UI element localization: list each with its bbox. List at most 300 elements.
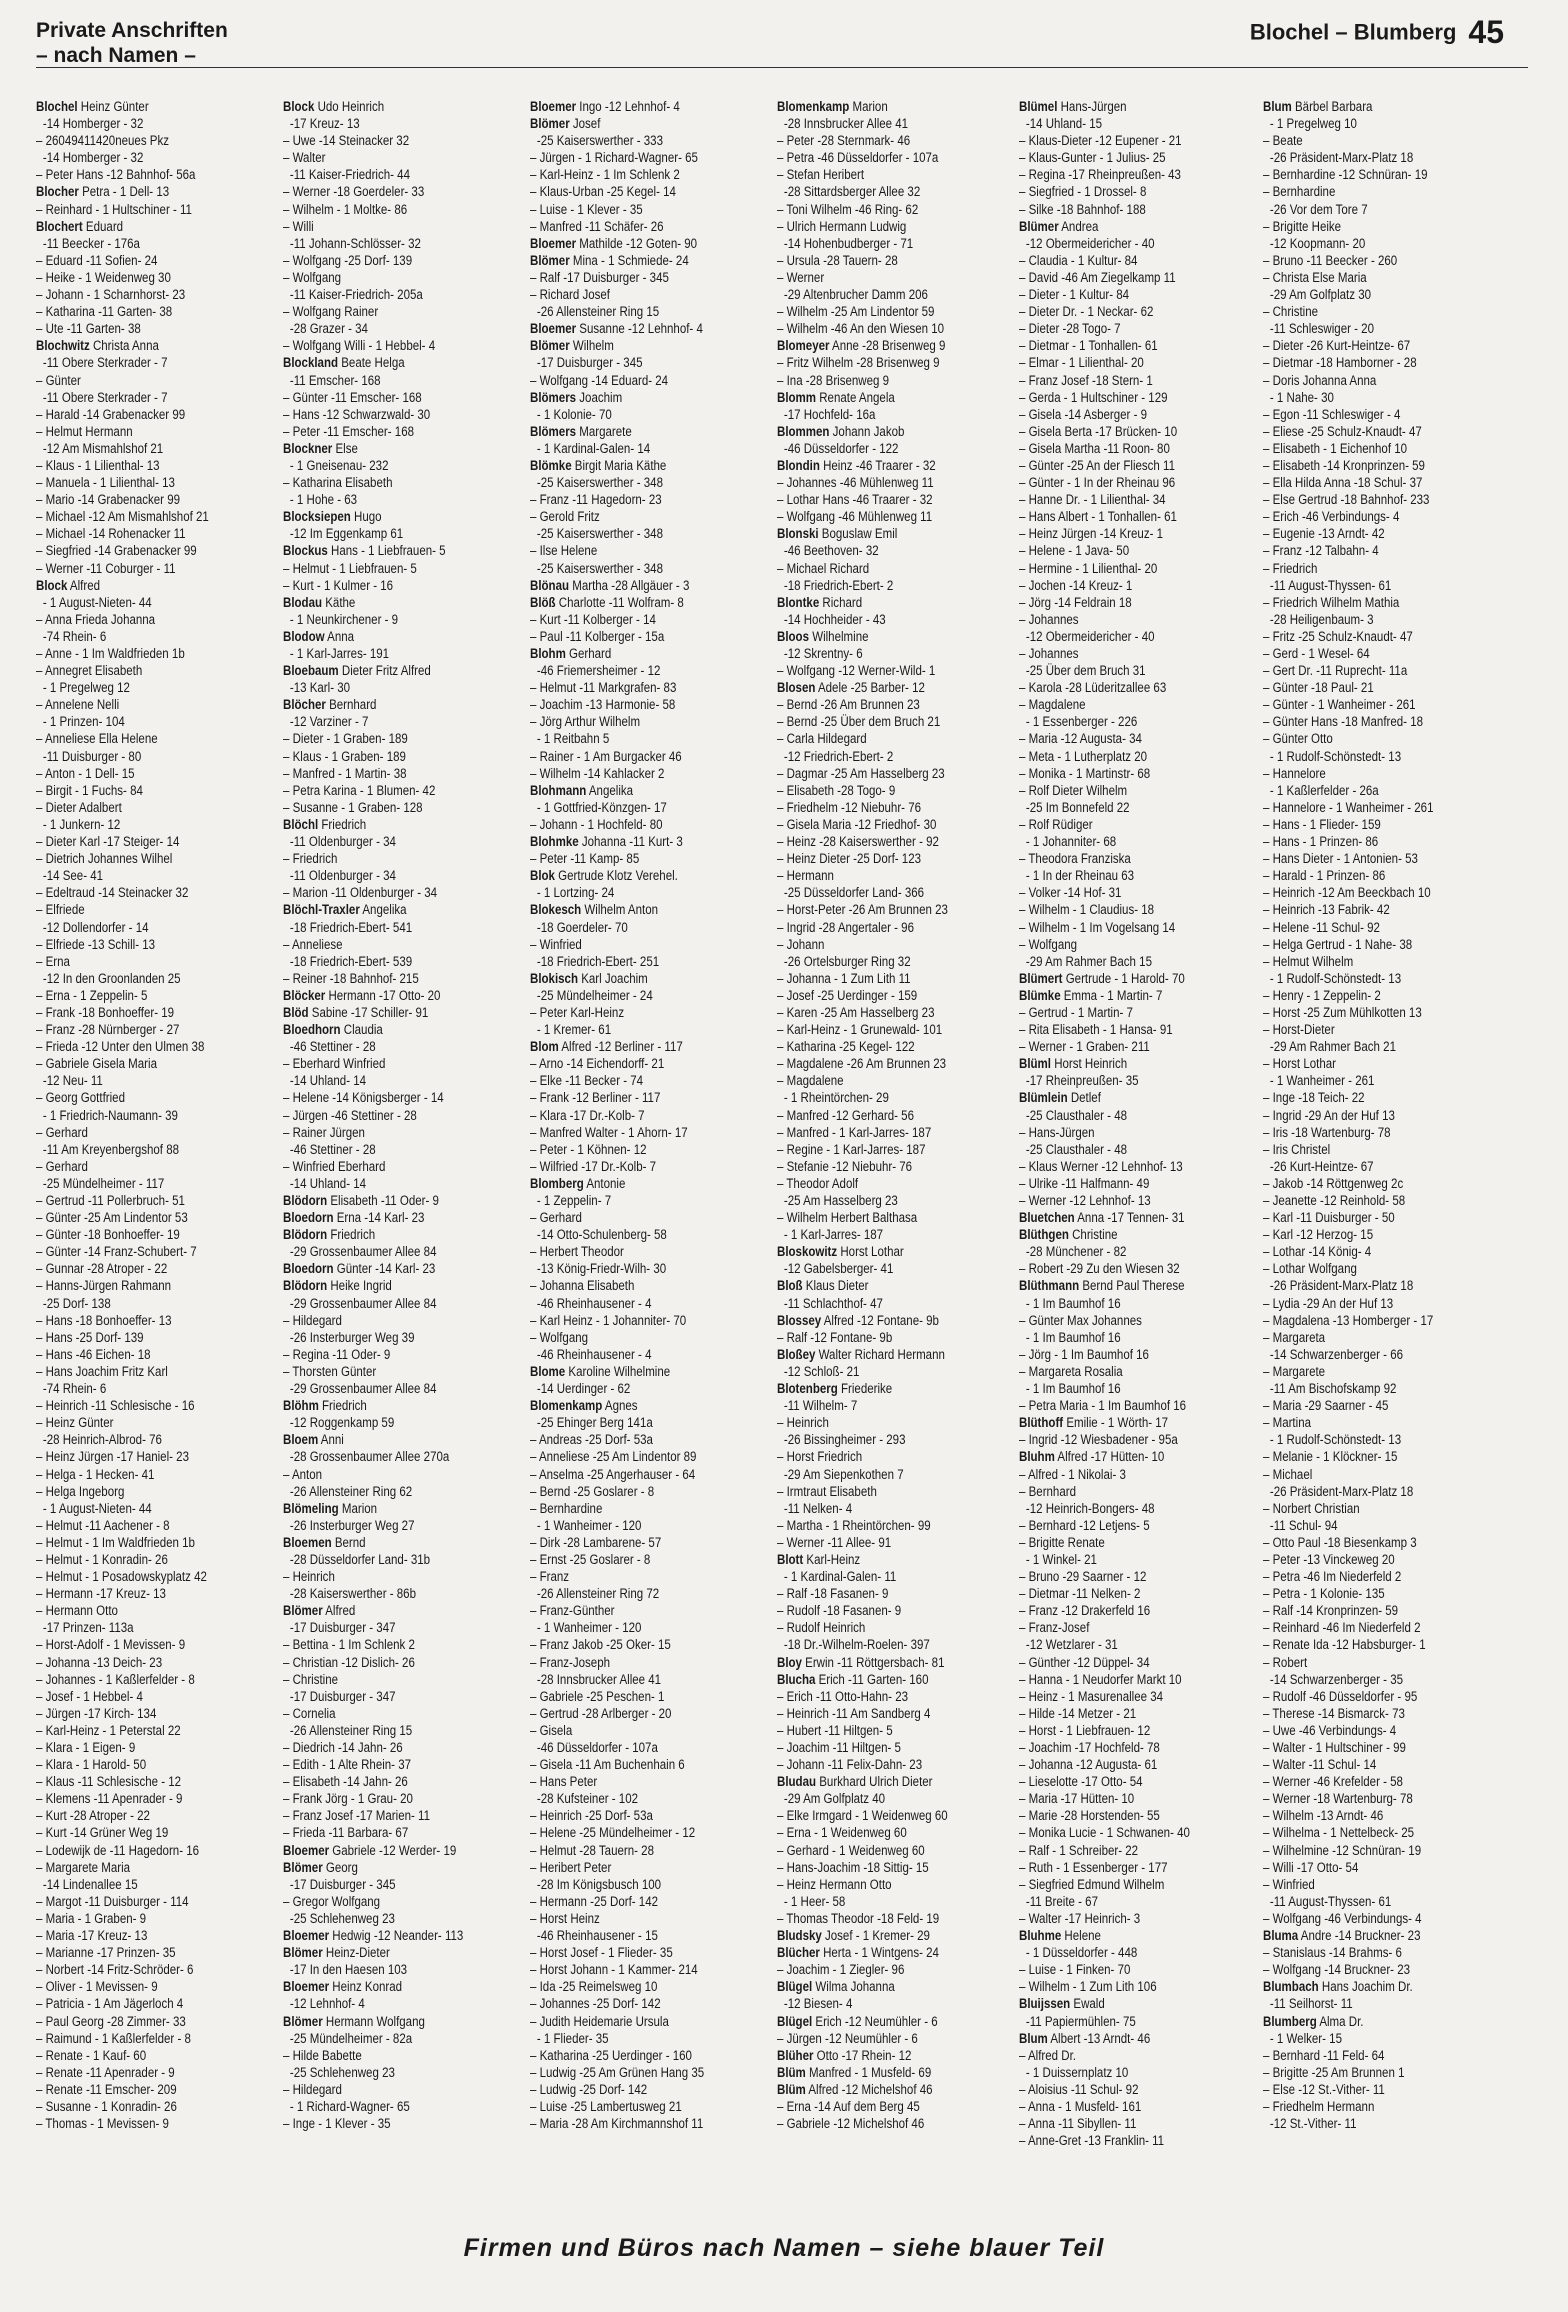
surname: Blommen xyxy=(777,423,830,439)
entry-surname-line: Blomberg Antonie xyxy=(530,1175,626,1191)
entry-line: – Gregor Wolfgang xyxy=(283,1893,381,1909)
entry-line: – Margarete xyxy=(1263,1363,1326,1379)
entry-line: – Bernhard -12 Letjens- 5 xyxy=(1019,1517,1150,1533)
entry-line: – Ingrid -28 Angertaler - 96 xyxy=(777,919,914,935)
entry-line: – Manuela - 1 Lilienthal- 13 xyxy=(36,475,175,491)
entry-line: – Irmtraut Elisabeth xyxy=(777,1483,877,1499)
surname: Blomm xyxy=(777,389,817,405)
entry-surname-line: Blömer Mina - 1 Schmiede- 24 xyxy=(530,252,689,268)
entry-line: – Oliver - 1 Mevissen- 9 xyxy=(36,1979,158,1995)
entry-surname-line: Blöß Charlotte -11 Wolfram- 8 xyxy=(530,594,684,610)
entry-line: – Anna -11 Sibyllen- 11 xyxy=(1019,2116,1137,2132)
entry-surname-line: Blömeling Marion xyxy=(283,1500,378,1516)
entry-line: – Anne - 1 Im Waldfrieden 1b xyxy=(36,646,185,661)
entry-address-line: -46 Düsseldorfer - 107a xyxy=(536,1740,658,1755)
entry-address-line: -29 Altenbrucher Damm 206 xyxy=(783,287,928,303)
entry-address-line: -26 Präsident-Marx-Platz 18 xyxy=(1269,150,1414,166)
entry-line: – Friedhelm -12 Niebuhr- 76 xyxy=(777,799,922,815)
entry-line: – Therese -14 Bismarck- 73 xyxy=(1263,1705,1405,1721)
entry-line: – Hans Joachim Fritz Karl xyxy=(36,1363,168,1379)
entry-line: – Josef - 1 Hebbel- 4 xyxy=(36,1688,143,1704)
entry-address-line: -25 Mündelheimer - 117 xyxy=(42,1175,165,1191)
entry-surname-line: Blochert Eduard xyxy=(36,218,124,234)
entry-address-line: -46 Rheinhausener - 4 xyxy=(536,1346,652,1362)
entry-surname-line: Blockner Else xyxy=(283,440,358,456)
surname: Bluma xyxy=(1263,1928,1299,1944)
entry-address-line: - 1 Wanheimer - 120 xyxy=(536,1517,642,1533)
surname: Blönau xyxy=(530,577,570,593)
entry-surname-line: Blöhm Friedrich xyxy=(283,1398,367,1414)
entry-line: – Arno -14 Eichendorff- 21 xyxy=(530,1056,665,1072)
entry-line: – Martha - 1 Rheintörchen- 99 xyxy=(777,1517,931,1533)
entry-line: – Anna - 1 Musfeld- 161 xyxy=(1019,2098,1142,2114)
entry-address-line: - 1 Johanniter- 68 xyxy=(1025,834,1117,850)
entry-address-line: -18 Friedrich-Ebert- 2 xyxy=(783,577,894,593)
entry-line: – Erich -11 Otto-Hahn- 23 xyxy=(777,1688,909,1704)
entry-address-line: -14 Schwarzenberger - 66 xyxy=(1269,1346,1404,1362)
surname: Blüml xyxy=(1019,1056,1051,1072)
entry-line: – Norbert Christian xyxy=(1263,1500,1360,1516)
entry-address-line: -25 Dorf- 138 xyxy=(42,1295,111,1311)
entry-surname-line: Blömer Georg xyxy=(283,1859,358,1875)
entry-line: – Gisela -11 Am Buchenhain 6 xyxy=(530,1757,685,1773)
entry-address-line: -25 Kaiserswerther - 348 xyxy=(536,475,663,491)
entry-line: – Ute -11 Garten- 38 xyxy=(36,321,141,337)
entry-line: – Bernd -26 Am Brunnen 23 xyxy=(777,697,920,713)
entry-line: – Franz Jakob -25 Oker- 15 xyxy=(530,1637,671,1653)
entry-line: – Elke -11 Becker - 74 xyxy=(530,1073,644,1089)
surname: Blondin xyxy=(777,457,820,473)
entry-line: – Margarete Maria xyxy=(36,1859,131,1875)
entry-line: – Wolfgang -46 Mühlenweg 11 xyxy=(777,509,933,525)
entry-surname-line: Blom Alfred -12 Berliner - 117 xyxy=(530,1039,683,1055)
entry-line: – Uwe -46 Verbindungs- 4 xyxy=(1263,1722,1397,1738)
entry-address-line: -46 Rheinhausener - 4 xyxy=(536,1295,652,1311)
surname: Blüm xyxy=(777,2064,806,2080)
entry-address-line: - 1 Kremer- 61 xyxy=(536,1022,612,1038)
entry-surname-line: Blontke Richard xyxy=(777,594,863,610)
entry-line: – Wilhelm -46 An den Wiesen 10 xyxy=(777,321,945,337)
entry-line: – Elisabeth -14 Kronprinzen- 59 xyxy=(1263,457,1425,473)
header-name-range: Blochel – Blumberg xyxy=(1249,19,1457,45)
entry-line: – Klaus Werner -12 Lehnhof- 13 xyxy=(1019,1158,1183,1174)
entry-line: – Ludwig -25 Dorf- 142 xyxy=(530,2081,648,2097)
entry-address-line: -26 Allensteiner Ring 15 xyxy=(289,1722,413,1738)
entry-line: – Otto Paul -18 Biesenkamp 3 xyxy=(1263,1534,1417,1550)
entry-line: – Meta - 1 Lutherplatz 20 xyxy=(1019,748,1148,764)
entry-line: – Birgit - 1 Fuchs- 84 xyxy=(36,782,143,798)
entry-line: – Hannelore xyxy=(1263,765,1326,781)
entry-address-line: -26 Präsident-Marx-Platz 18 xyxy=(1269,1278,1414,1294)
entry-address-line: -46 Rheinhausener - 15 xyxy=(536,1928,658,1944)
entry-address-line: -14 See- 41 xyxy=(42,868,104,884)
surname: Bloemer xyxy=(283,1928,330,1944)
entry-line: – Beate xyxy=(1263,133,1303,149)
entry-line: – Werner -46 Krefelder - 58 xyxy=(1263,1774,1403,1790)
entry-line: – Wilhelm -25 Am Lindentor 59 xyxy=(777,304,935,320)
entry-line: – Ina -28 Brisenweg 9 xyxy=(777,372,890,388)
entry-line: – Marion -11 Oldenburger - 34 xyxy=(283,885,438,901)
entry-line: – Gertrud -11 Pollerbruch- 51 xyxy=(36,1193,185,1208)
surname: Blumbach xyxy=(1263,1979,1319,1995)
entry-line: – Hubert -11 Hiltgen- 5 xyxy=(777,1722,893,1738)
surname: Bludsky xyxy=(777,1928,822,1944)
entry-line: – Rolf Rüdiger xyxy=(1019,816,1093,832)
entry-line: – Kurt -28 Atroper - 22 xyxy=(36,1808,150,1824)
entry-address-line: -29 Grossenbaumer Allee 84 xyxy=(289,1295,437,1311)
entry-surname-line: Bloßey Walter Richard Hermann xyxy=(777,1346,945,1362)
entry-line: – Peter -11 Kamp- 85 xyxy=(530,851,640,867)
entry-surname-line: Blum Bärbel Barbara xyxy=(1263,99,1373,114)
entry-surname-line: Bloskowitz Horst Lothar xyxy=(777,1244,904,1260)
entry-line: – Georg Gottfried xyxy=(36,1090,125,1106)
surname: Bloemen xyxy=(283,1534,332,1550)
entry-surname-line: Blümert Gertrude - 1 Harold- 70 xyxy=(1019,970,1185,986)
entry-address-line: -29 Am Rahmer Bach 21 xyxy=(1269,1039,1396,1055)
entry-address-line: -14 Uhland- 14 xyxy=(289,1073,367,1089)
entry-line: – Gerhard xyxy=(530,1210,582,1226)
entry-surname-line: Blonski Boguslaw Emil xyxy=(777,526,898,542)
entry-line: – Lodewijk de -11 Hagedorn- 16 xyxy=(36,1842,200,1858)
entry-line: – Gerhard xyxy=(36,1124,88,1140)
entry-line: – Magdalene xyxy=(777,1073,844,1089)
entry-address-line: -11 Obere Sterkrader - 7 xyxy=(42,355,168,371)
entry-line: – Hans -18 Bonhoeffer- 13 xyxy=(36,1312,172,1328)
surname: Blümer xyxy=(1019,218,1059,234)
entry-surname-line: Blokisch Karl Joachim xyxy=(530,970,648,986)
entry-line: – Annegret Elisabeth xyxy=(36,663,143,679)
entry-line: – Karl-Heinz - 1 Im Schlenk 2 xyxy=(530,167,680,183)
entry-line: – Anna Frieda Johanna xyxy=(36,611,156,627)
entry-line: – Erna - 1 Zeppelin- 5 xyxy=(36,987,148,1003)
entry-line: – Karl Heinz - 1 Johanniter- 70 xyxy=(530,1312,687,1328)
entry-line: – Helga Gertrud - 1 Nahe- 38 xyxy=(1263,936,1413,952)
surname: Blockner xyxy=(283,440,333,456)
entry-line: – Stefan Heribert xyxy=(777,167,865,183)
surname: Blümel xyxy=(1019,99,1058,114)
entry-address-line: - 1 Wanheimer - 261 xyxy=(1269,1073,1375,1089)
entry-line: – Frieda -11 Barbara- 67 xyxy=(283,1825,409,1841)
entry-address-line: -18 Dr.-Wilhelm-Roelen- 397 xyxy=(783,1637,930,1653)
entry-line: – Margot -11 Duisburger - 114 xyxy=(36,1893,189,1909)
entry-line: – Monika - 1 Martinstr- 68 xyxy=(1019,765,1151,781)
entry-line: – Siegfried -14 Grabenacker 99 xyxy=(36,543,197,559)
entry-line: – Bernhard xyxy=(1019,1483,1076,1499)
entry-line: – Margareta Rosalia xyxy=(1019,1363,1123,1379)
entry-surname-line: Blommen Johann Jakob xyxy=(777,423,905,439)
entry-line: – Gerhard - 1 Weidenweg 60 xyxy=(777,1842,925,1858)
surname: Blöchl-Traxler xyxy=(283,902,360,918)
entry-line: – Patricia - 1 Am Jägerloch 4 xyxy=(36,1996,184,2012)
entry-line: – Klaus-Dieter -12 Eupener - 21 xyxy=(1019,133,1182,149)
entry-line: – Wolfgang xyxy=(283,269,342,285)
entry-address-line: -29 Am Rahmer Bach 15 xyxy=(1025,953,1152,969)
entry-surname-line: Bluhm Alfred -17 Hütten- 10 xyxy=(1019,1449,1165,1465)
entry-line: – Frank Jörg - 1 Grau- 20 xyxy=(283,1791,413,1807)
entry-line: – Diedrich -14 Jahn- 26 xyxy=(283,1740,403,1755)
entry-line: – Erich -46 Verbindungs- 4 xyxy=(1263,509,1400,525)
entry-surname-line: Bloemen Bernd xyxy=(283,1534,366,1550)
entry-address-line: - 1 Kaßlerfelder - 26a xyxy=(1269,782,1379,798)
entry-line: – Klaus - 1 Graben- 189 xyxy=(283,748,406,764)
entry-address-line: -74 Rhein- 6 xyxy=(42,1381,107,1397)
entry-line: – Anne-Gret -13 Franklin- 11 xyxy=(1019,2133,1165,2149)
entry-line: – Werner -11 Coburger - 11 xyxy=(36,560,176,576)
entry-line: – Wilhelm -13 Arndt- 46 xyxy=(1263,1808,1384,1824)
surname: Blocksiepen xyxy=(283,509,351,525)
surname: Bloem xyxy=(283,1432,319,1448)
surname: Blokesch xyxy=(530,902,582,918)
entry-line: – Anneliese xyxy=(283,936,343,952)
entry-address-line: -28 Heinrich-Albrod- 76 xyxy=(42,1432,162,1448)
entry-line: – Klara - 1 Harold- 50 xyxy=(36,1757,147,1773)
entry-line: – Bernd -25 Goslarer - 8 xyxy=(530,1483,655,1499)
surname: Blomenkamp xyxy=(530,1398,603,1414)
entry-address-line: - 1 Lortzing- 24 xyxy=(536,885,615,901)
entry-address-line: -11 Beecker - 176a xyxy=(42,235,140,251)
entry-line: – Elfriede -13 Schill- 13 xyxy=(36,936,156,952)
surname: Blome xyxy=(530,1363,566,1379)
entry-line: – Wolfgang -14 Bruckner- 23 xyxy=(1263,1962,1411,1978)
surname: Blohmke xyxy=(530,834,579,850)
entry-line: – Toni Wilhelm -46 Ring- 62 xyxy=(777,201,919,217)
entry-surname-line: Blocksiepen Hugo xyxy=(283,509,382,525)
entry-line: – Joachim -17 Hochfeld- 78 xyxy=(1019,1740,1160,1755)
entry-address-line: -25 Clausthaler - 48 xyxy=(1025,1141,1128,1157)
entry-line: – Dietrich Johannes Wilhel xyxy=(36,851,173,867)
entry-line: – Karl -12 Herzog- 15 xyxy=(1263,1227,1374,1243)
entry-surname-line: Blüm Alfred -12 Michelshof 46 xyxy=(777,2081,933,2097)
entry-line: – Reiner -18 Bahnhof- 215 xyxy=(283,970,419,986)
entry-line: – Paul -11 Kolberger - 15a xyxy=(530,628,665,644)
entry-line: – Helene -14 Königsberger - 14 xyxy=(283,1090,444,1106)
entry-surname-line: Blöchl-Traxler Angelika xyxy=(283,902,407,918)
entry-surname-line: Blum Albert -13 Arndt- 46 xyxy=(1019,2030,1151,2046)
entry-surname-line: Blucha Erich -11 Garten- 160 xyxy=(777,1671,929,1687)
entry-line: – Johanna Elisabeth xyxy=(530,1278,635,1294)
entry-line: – Christian -12 Dislich- 26 xyxy=(283,1654,415,1670)
entry-address-line: - 1 Kardinal-Galen- 11 xyxy=(783,1569,897,1585)
entry-address-line: - 1 Nahe- 30 xyxy=(1269,389,1334,405)
entry-address-line: -12 Biesen- 4 xyxy=(783,1996,853,2012)
entry-line: – Helmut -11 Aachener - 8 xyxy=(36,1517,170,1533)
entry-line: – Johannes -46 Mühlenweg 11 xyxy=(777,475,934,491)
entry-line: – Anton xyxy=(283,1466,323,1482)
entry-line: – Marie -28 Horstenden- 55 xyxy=(1019,1808,1160,1824)
entry-line: – Annelene Nelli xyxy=(36,697,120,713)
surname: Bloy xyxy=(777,1654,802,1670)
entry-line: – Kurt -11 Kolberger - 14 xyxy=(530,611,656,627)
surname: Bloskowitz xyxy=(777,1244,838,1260)
directory-column-2 xyxy=(283,98,488,2238)
entry-line: – Ludwig -25 Am Grünen Hang 35 xyxy=(530,2064,705,2080)
entry-line: – Margareta xyxy=(1263,1329,1326,1345)
entry-line: – Klaus -11 Schlesische - 12 xyxy=(36,1774,182,1790)
entry-line: – Helga Ingeborg xyxy=(36,1483,125,1499)
entry-surname-line: Bloedhorn Claudia xyxy=(283,1022,383,1038)
entry-line: – Werner -11 Allee- 91 xyxy=(777,1534,892,1550)
entry-line: – Franz xyxy=(530,1569,570,1585)
entry-line: – Hildegard xyxy=(283,2081,342,2097)
entry-line: – Winfried xyxy=(530,936,582,952)
entry-line: – Heike - 1 Weidenweg 30 xyxy=(36,269,171,285)
entry-line: – Lothar -14 König- 4 xyxy=(1263,1244,1372,1260)
entry-surname-line: Blüthmann Bernd Paul Therese xyxy=(1019,1278,1185,1294)
entry-line: – Fritz -25 Schulz-Knaudt- 47 xyxy=(1263,628,1413,644)
entry-surname-line: Blödorn Heike Ingrid xyxy=(283,1278,392,1294)
entry-line: – Stanislaus -14 Brahms- 6 xyxy=(1263,1945,1402,1961)
entry-line: – Jürgen - 1 Richard-Wagner- 65 xyxy=(530,150,698,166)
entry-line: – Christine xyxy=(283,1671,339,1687)
entry-line: – Regina -17 Rheinpreußen- 43 xyxy=(1019,167,1181,183)
entry-line: – Hanne Dr. - 1 Lilienthal- 34 xyxy=(1019,492,1166,508)
entry-line: – Horst Josef - 1 Flieder- 35 xyxy=(530,1945,673,1961)
entry-line: – Klaus-Urban -25 Kegel- 14 xyxy=(530,184,676,200)
entry-surname-line: Blotenberg Friederike xyxy=(777,1381,893,1397)
entry-line: – 26049411420neues Pkz xyxy=(36,133,169,149)
entry-surname-line: Blümer Andrea xyxy=(1019,218,1099,234)
entry-line: – Eduard -11 Sofien- 24 xyxy=(36,252,158,268)
entry-line: – Hermann Otto xyxy=(36,1603,118,1619)
entry-line: – Hans Dieter - 1 Antonien- 53 xyxy=(1263,851,1418,867)
entry-line: – Franz -12 Talbahn- 4 xyxy=(1263,543,1379,559)
entry-surname-line: Bloß Klaus Dieter xyxy=(777,1278,869,1294)
entry-surname-line: Blohm Gerhard xyxy=(530,646,612,661)
entry-address-line: -46 Friemersheimer - 12 xyxy=(536,663,661,679)
entry-line: – Gunnar -28 Atroper - 22 xyxy=(36,1261,168,1277)
entry-line: – Johann -11 Felix-Dahn- 23 xyxy=(777,1757,923,1773)
entry-line: – Ilse Helene xyxy=(530,543,598,559)
entry-line: – Renate - 1 Kauf- 60 xyxy=(36,2047,147,2063)
entry-line: – Else Gertrud -18 Bahnhof- 233 xyxy=(1263,492,1430,508)
entry-line: – Silke -18 Bahnhof- 188 xyxy=(1019,201,1146,217)
entry-line: – Helene -25 Mündelheimer - 12 xyxy=(530,1825,696,1841)
entry-surname-line: Blüml Horst Heinrich xyxy=(1019,1056,1128,1072)
surname: Blömers xyxy=(530,389,577,405)
entry-line: – Hilde -14 Metzer - 21 xyxy=(1019,1705,1137,1721)
entry-address-line: -26 Vor dem Tore 7 xyxy=(1269,201,1368,217)
entry-line: – Ralf - 1 Schreiber- 22 xyxy=(1019,1842,1139,1858)
entry-line: – Horst-Dieter xyxy=(1263,1022,1335,1038)
entry-address-line: -74 Rhein- 6 xyxy=(42,628,107,644)
entry-line: – Bettina - 1 Im Schlenk 2 xyxy=(283,1637,415,1653)
entry-line: – Maria -29 Saarner - 45 xyxy=(1263,1398,1389,1414)
entry-address-line: -14 Homberger - 32 xyxy=(42,150,144,166)
entry-line: – Wilhelm - 1 Claudius- 18 xyxy=(1019,902,1155,918)
entry-address-line: -14 Uerdinger - 62 xyxy=(536,1381,631,1397)
entry-line: – Petra Maria - 1 Im Baumhof 16 xyxy=(1019,1398,1187,1414)
entry-address-line: - 1 In der Rheinau 63 xyxy=(1025,868,1135,884)
entry-line: – Michael Richard xyxy=(777,560,870,576)
entry-address-line: -46 Stettiner - 28 xyxy=(289,1141,376,1157)
header-subtitle: – nach Namen – xyxy=(36,44,196,67)
entry-surname-line: Bloemer Mathilde -12 Goten- 90 xyxy=(530,235,698,251)
entry-address-line: -12 St.-Vither- 11 xyxy=(1269,2116,1357,2132)
entry-line: – Jakob -14 Röttgenweg 2c xyxy=(1263,1175,1404,1191)
entry-address-line: -25 Clausthaler - 48 xyxy=(1025,1107,1128,1123)
entry-line: – Erna - 1 Weidenweg 60 xyxy=(777,1825,907,1841)
entry-address-line: -11 Am Kreyenbergshof 88 xyxy=(42,1141,180,1157)
entry-line: – Johanna -12 Augusta- 61 xyxy=(1019,1757,1158,1773)
entry-line: – Petra Karina - 1 Blumen- 42 xyxy=(283,782,436,798)
entry-line: – Alfred - 1 Nikolai- 3 xyxy=(1019,1466,1126,1482)
entry-line: – Wolfgang -25 Dorf- 139 xyxy=(283,252,413,268)
entry-address-line: -28 Kufsteiner - 102 xyxy=(536,1791,639,1807)
entry-line: – Ulrike -11 Halfmann- 49 xyxy=(1019,1175,1150,1191)
entry-line: – Gisela Martha -11 Roon- 80 xyxy=(1019,440,1170,456)
entry-address-line: -26 Bissingheimer - 293 xyxy=(783,1432,906,1448)
entry-line: – Helmut - 1 Posadowskyplatz 42 xyxy=(36,1569,207,1585)
entry-line: – Klemens -11 Apenrader - 9 xyxy=(36,1791,183,1807)
entry-line: – Johannes - 1 Kaßlerfelder - 8 xyxy=(36,1671,195,1687)
entry-line: – Jürgen -12 Neumühler - 6 xyxy=(777,2030,918,2046)
entry-line: – Edith - 1 Alte Rhein- 37 xyxy=(283,1757,412,1773)
entry-address-line: -11 Wilhelm- 7 xyxy=(783,1398,858,1414)
entry-address-line: -12 Roggenkamp 59 xyxy=(289,1415,395,1431)
entry-surname-line: Blumbach Hans Joachim Dr. xyxy=(1263,1979,1413,1995)
surname: Blochel xyxy=(36,99,78,114)
entry-line: – Dieter Dr. - 1 Neckar- 62 xyxy=(1019,304,1154,320)
entry-line: – Günter Max Johannes xyxy=(1019,1312,1142,1328)
entry-address-line: -11 Nelken- 4 xyxy=(783,1500,853,1516)
surname: Blossey xyxy=(777,1312,822,1328)
entry-surname-line: Blosen Adele -25 Barber- 12 xyxy=(777,680,925,696)
entry-line: – Wolfgang Willi - 1 Hebbel- 4 xyxy=(283,338,436,354)
entry-address-line: - 1 Zeppelin- 7 xyxy=(536,1193,612,1208)
entry-line: – Peter Hans -12 Bahnhof- 56a xyxy=(36,167,196,183)
entry-line: – Heinrich -13 Fabrik- 42 xyxy=(1263,902,1390,918)
entry-surname-line: Bloedorn Günter -14 Karl- 23 xyxy=(283,1261,436,1277)
entry-address-line: -11 Kaiser-Friedrich- 44 xyxy=(289,167,410,183)
entry-surname-line: Bloemer Gabriele -12 Werder- 19 xyxy=(283,1842,457,1858)
entry-line: – Helmut - 1 Im Waldfrieden 1b xyxy=(36,1534,195,1550)
entry-address-line: -13 Karl- 30 xyxy=(289,680,351,696)
entry-line: – Ursula -28 Tauern- 28 xyxy=(777,252,898,268)
entry-address-line: -11 Emscher- 168 xyxy=(289,372,381,388)
entry-line: – Hans -12 Schwarzwald- 30 xyxy=(283,406,431,422)
surname: Bloos xyxy=(777,628,809,644)
entry-address-line: - 1 Gottfried-Könzgen- 17 xyxy=(536,799,667,815)
surname: Block xyxy=(283,99,315,114)
entry-line: – Heinrich xyxy=(283,1569,335,1585)
entry-address-line: -11 Kaiser-Friedrich- 205a xyxy=(289,287,423,303)
entry-line: – Peter - 1 Köhnen- 12 xyxy=(530,1141,647,1157)
surname: Blücher xyxy=(777,1945,820,1961)
surname: Blok xyxy=(530,868,555,884)
surname: Bloebaum xyxy=(283,663,339,679)
entry-line: – Günter -18 Bonhoeffer- 19 xyxy=(36,1227,180,1243)
entry-surname-line: Blomm Renate Angela xyxy=(777,389,895,405)
entry-line: – Horst-Peter -26 Am Brunnen 23 xyxy=(777,902,948,918)
surname: Blodow xyxy=(283,628,325,644)
entry-address-line: -11 August-Thyssen- 61 xyxy=(1269,577,1392,593)
entry-surname-line: Blümke Emma - 1 Martin- 7 xyxy=(1019,987,1163,1003)
entry-line: – Horst-Adolf - 1 Mevissen- 9 xyxy=(36,1637,186,1653)
entry-line: – Maria - 1 Graben- 9 xyxy=(36,1910,147,1926)
surname: Bloßey xyxy=(777,1346,816,1362)
entry-line: – Klara -17 Dr.-Kolb- 7 xyxy=(530,1107,645,1123)
entry-address-line: -17 Duisburger - 347 xyxy=(289,1620,396,1636)
entry-surname-line: Blömer Heinz-Dieter xyxy=(283,1945,390,1961)
entry-address-line: -17 Rheinpreußen- 35 xyxy=(1025,1073,1139,1089)
entry-address-line: -12 Friedrich-Ebert- 2 xyxy=(783,748,894,764)
entry-line: – Robert -29 Zu den Wiesen 32 xyxy=(1019,1261,1180,1277)
entry-address-line: - 1 Friedrich-Naumann- 39 xyxy=(42,1107,178,1123)
entry-address-line: - 1 Rudolf-Schönstedt- 13 xyxy=(1269,970,1402,986)
entry-line: – Friedrich xyxy=(1263,560,1318,576)
entry-line: – Norbert -14 Fritz-Schröder- 6 xyxy=(36,1962,194,1978)
entry-line: – Horst Friedrich xyxy=(777,1449,863,1465)
